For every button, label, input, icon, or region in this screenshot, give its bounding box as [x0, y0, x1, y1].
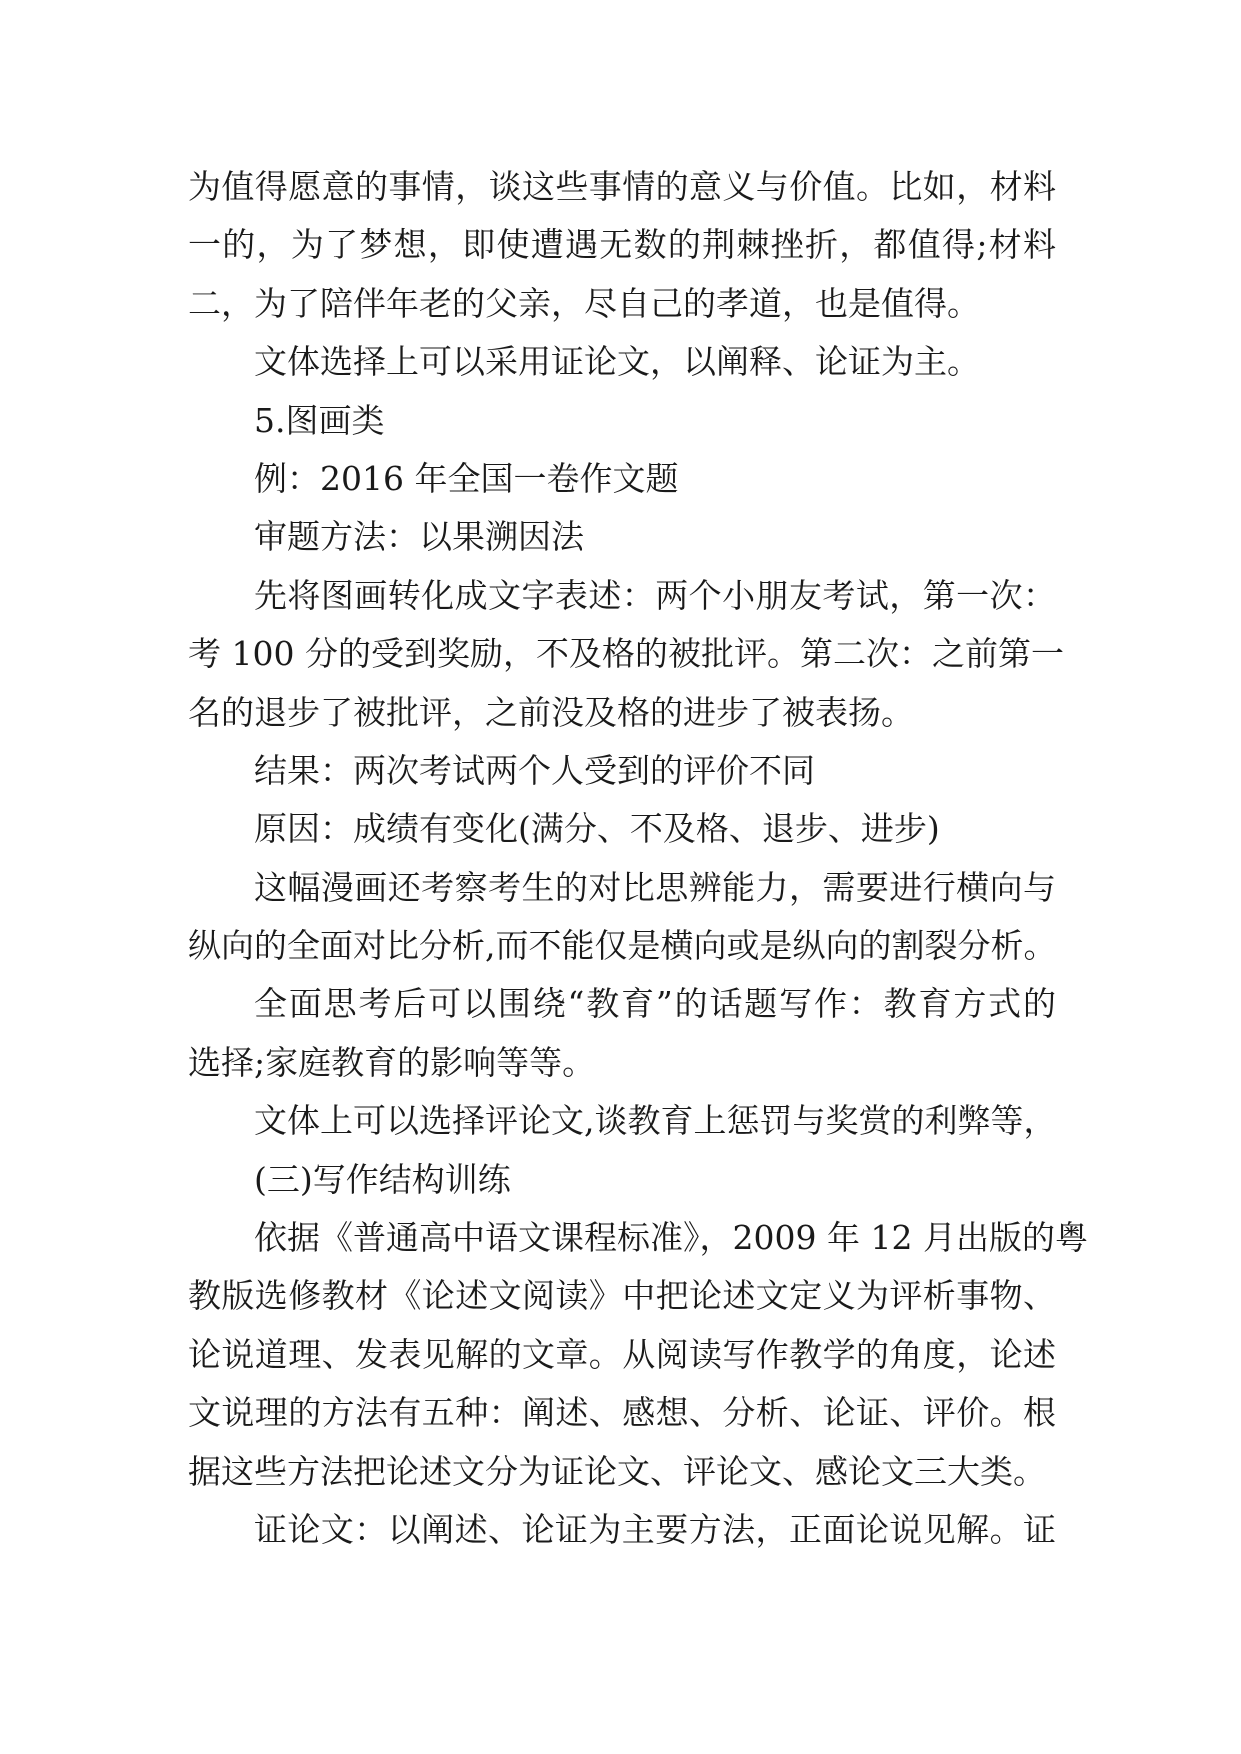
- text-line: 证论文：以阐述、论证为主要方法，正面论说见解。证: [254, 1509, 1056, 1549]
- text-line: 一的，为了梦想，即使遭遇无数的荆棘挫折，都值得;材料: [188, 225, 1056, 265]
- document-body: [188, 158, 1088, 1559]
- text-line: 选择;家庭教育的影响等等。: [188, 1042, 596, 1082]
- text-line: 为值得愿意的事情，谈这些事情的意义与价值。比如，材料: [188, 167, 1056, 206]
- text-line: 先将图画转化成文字表述：两个小朋友考试，第一次：: [254, 575, 1056, 615]
- text-line: 教版选修教材《论述文阅读》中把论述文定义为评析事物、: [188, 1276, 1056, 1316]
- text-line: 结果：两次考试两个人受到的评价不同: [254, 750, 815, 790]
- text-line: 名的退步了被批评，之前没及格的进步了被表扬。: [188, 692, 914, 732]
- text-line: 据这些方法把论述文分为证论文、评论文、感论文三大类。: [188, 1451, 1046, 1491]
- text-line: 纵向的全面对比分析,而不能仅是横向或是纵向的割裂分析。: [188, 926, 1057, 966]
- text-line: 原因：成绩有变化(满分、不及格、退步、进步): [254, 809, 940, 849]
- text-line: 这幅漫画还考察考生的对比思辨能力，需要进行横向与: [254, 867, 1056, 907]
- text-line: 文说理的方法有五种：阐述、感想、分析、论证、评价。根: [188, 1393, 1056, 1433]
- text-line: 二，为了陪伴年老的父亲，尽自己的孝道，也是值得。: [188, 283, 980, 323]
- text-line: 依据《普通高中语文课程标准》，2009 年 12 月出版的粤: [254, 1218, 1088, 1258]
- text-line: (三)写作结构训练: [254, 1159, 511, 1199]
- text-line: 审题方法：以果溯因法: [254, 517, 584, 557]
- text-line: 文体上可以选择评论文,谈教育上惩罚与奖赏的利弊等，: [254, 1101, 1057, 1141]
- text-line: 5.图画类: [254, 400, 385, 440]
- text-line: 文体选择上可以采用证论文，以阐释、论证为主。: [254, 342, 980, 382]
- text-line: 考 100 分的受到奖励，不及格的被批评。第二次：之前第一: [188, 634, 1064, 674]
- text-line: 论说道理、发表见解的文章。从阅读写作教学的角度，论述: [188, 1334, 1056, 1374]
- text-line: 例：2016 年全国一卷作文题: [254, 458, 679, 498]
- text-line: 全面思考后可以围绕“教育”的话题写作：教育方式的: [254, 984, 1056, 1024]
